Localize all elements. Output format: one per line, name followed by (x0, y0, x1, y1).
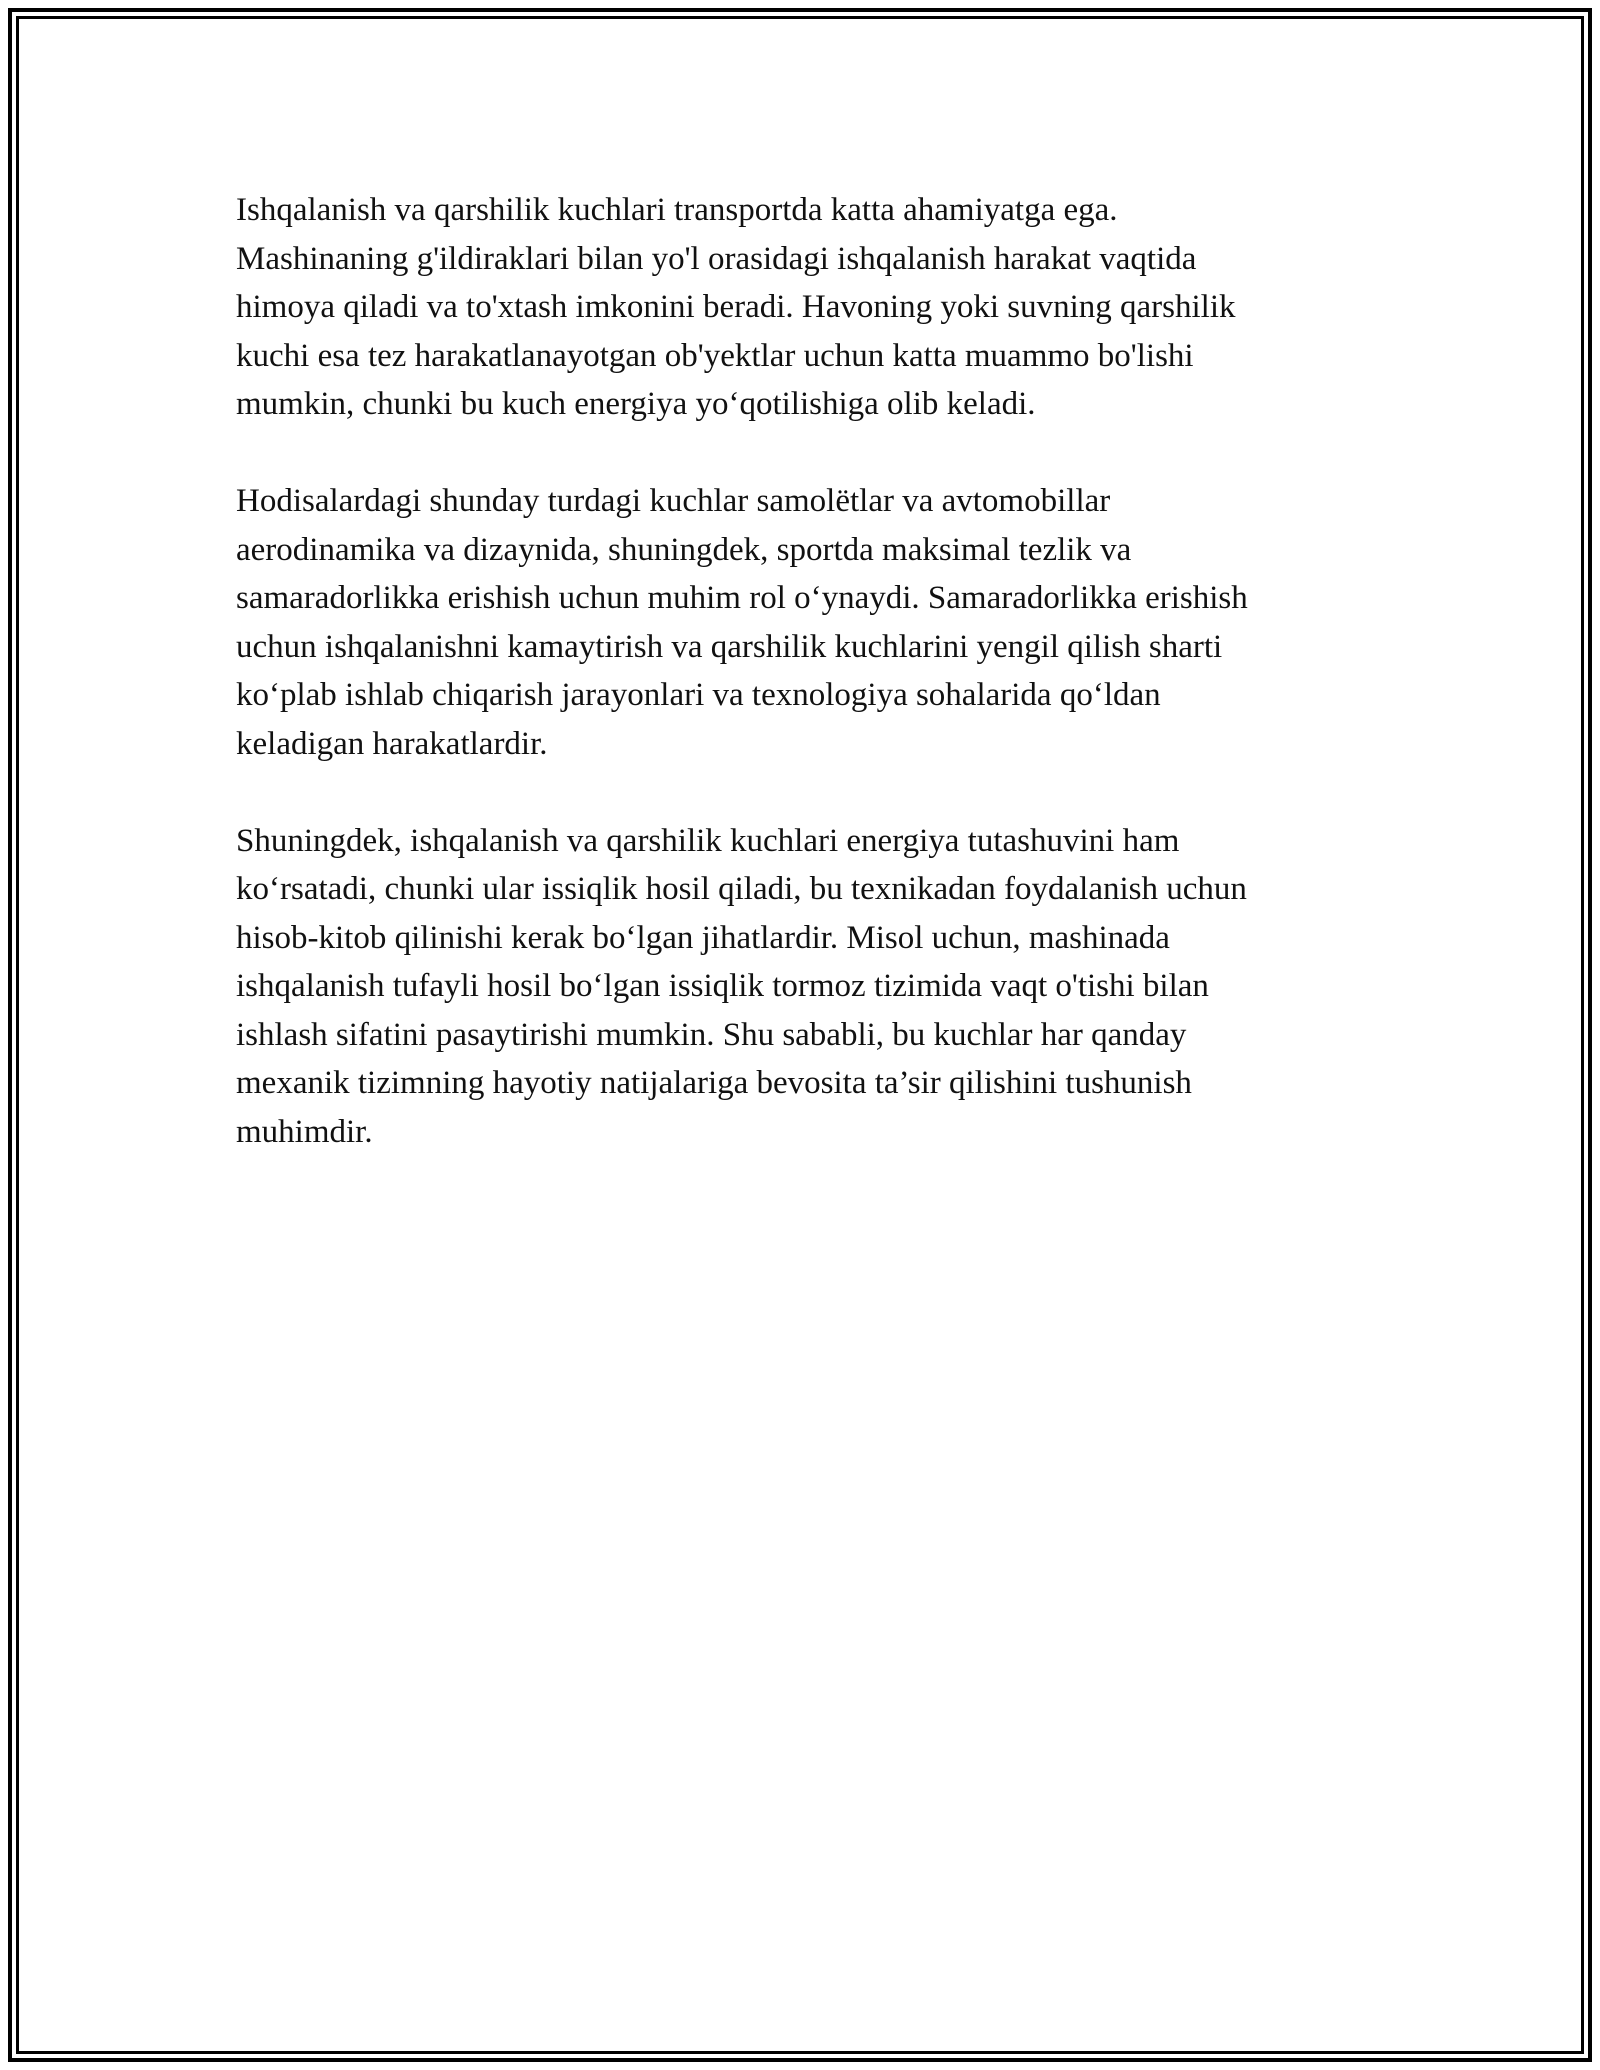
paragraph-1: Ishqalanish va qarshilik kuchlari transportda katta ahamiyatga ega. Mashinaning g'ildiraklari bilan yo'l orasidagi ishqalanish harakat vaqtida himoya qiladi va to'xtash imkonini beradi. Havoning yoki suvning qarshilik kuchi esa tez harakatlanayotgan ob'yektlar uchun katta muammo bo'lishi mumkin, chunki bu kuch energiya yoʻqotilishiga olib keladi. (236, 192, 1236, 422)
paragraph-3: Shuningdek, ishqalanish va qarshilik kuchlari energiya tutashuvini ham koʻrsatadi, chunki ular issiqlik hosil qiladi, bu texnikadan foydalanish uchun hisob-kitob qilinishi kerak boʻlgan jihatlardir. Misol uchun, mashinada ishqalanish tufayli hosil boʻlgan issiqlik tormoz tizimida vaqt o'tishi bilan ishlash sifatini pasaytirishi mumkin. Shu sababli, bu kuchlar har qanday mexanik tizimning hayotiy natijalariga bevosita ta’sir qilishini tushunish muhimdir. (236, 822, 1247, 1150)
document-body (236, 186, 1376, 1205)
paragraph-2: Hodisalardagi shunday turdagi kuchlar samolëtlar va avtomobillar aerodinamika va dizaynida, shuningdek, sportda maksimal tezlik va samaradorlikka erishish uchun muhim rol oʻynaydi. Samaradorlikka erishish uchun ishqalanishni kamaytirish va qarshilik kuchlarini yengil qilish sharti koʻplab ishlab chiqarish jarayonlari va texnologiya sohalarida qoʻldan keladigan harakatlardir. (236, 483, 1248, 762)
